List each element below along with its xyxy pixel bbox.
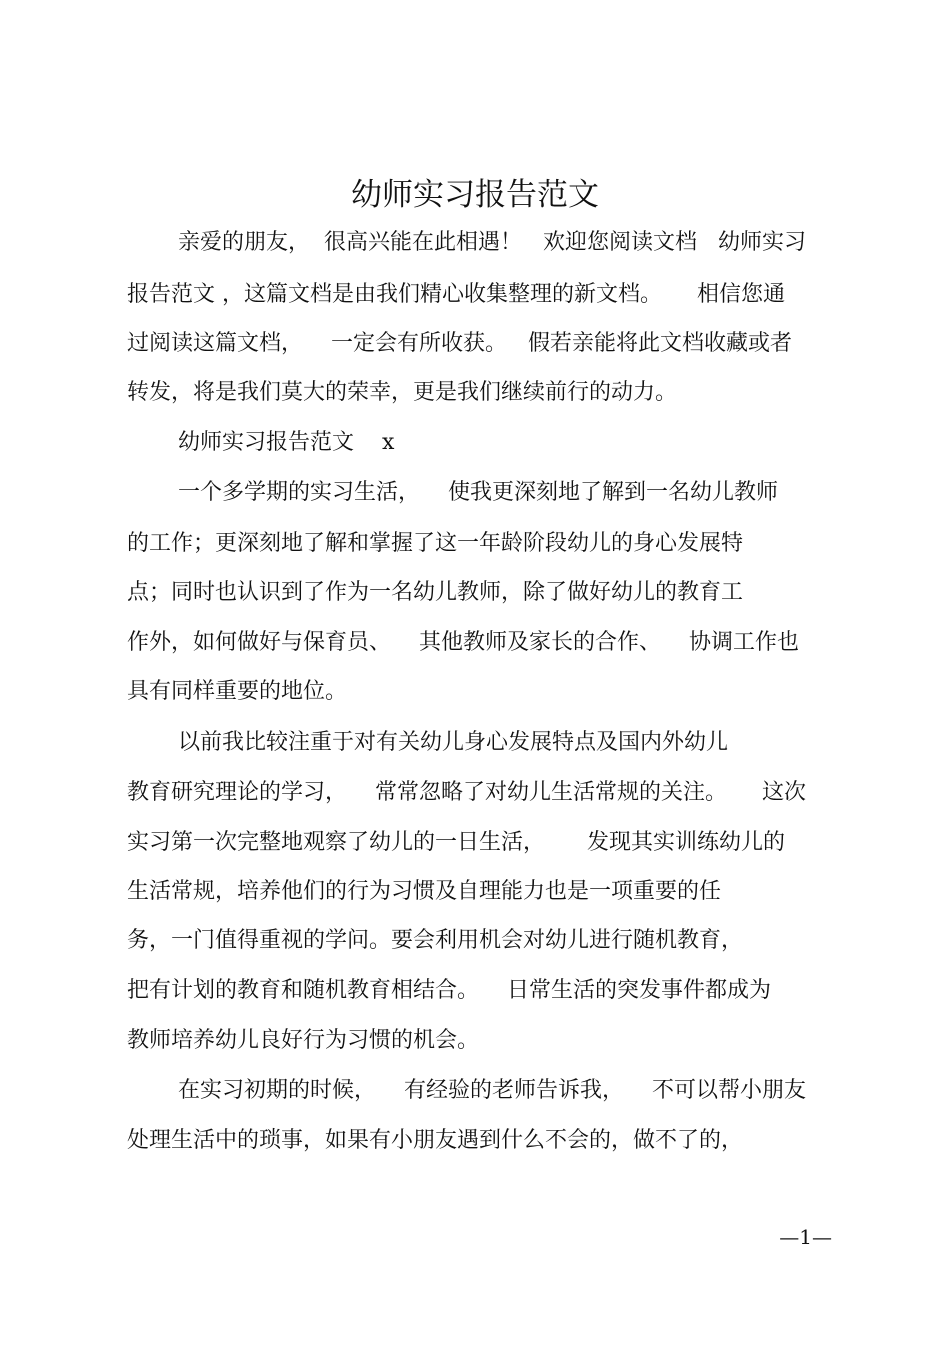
body-line-12: 教育研究理论的学习， 常常忽略了对幼儿生活常规的关注。 这次: [127, 780, 806, 805]
page-number: —1—: [779, 1225, 832, 1249]
section-heading: 幼师实习报告范文 x: [178, 430, 395, 455]
body-line-11: 以前我比较注重于对有关幼儿身心发展特点及国内外幼儿: [178, 730, 729, 755]
body-line-7: 的工作；更深刻地了解和掌握了这一年龄阶段幼儿的身心发展特: [127, 531, 744, 556]
body-line-9: 作外，如何做好与保育员、 其他教师及家长的合作、 协调工作也: [127, 630, 799, 655]
body-line-18: 在实习初期的时候， 有经验的老师告诉我， 不可以帮小朋友: [178, 1078, 806, 1103]
body-line-8: 点；同时也认识到了作为一名幼儿教师，除了做好幼儿的教育工: [127, 580, 744, 605]
body-line-4: 转发，将是我们莫大的荣幸，更是我们继续前行的动力。: [127, 380, 678, 405]
body-line-13: 实习第一次完整地观察了幼儿的一日生活， 发现其实训练幼儿的: [127, 830, 785, 855]
body-line-3: 过阅读这篇文档， 一定会有所收获。 假若亲能将此文档收藏或者: [127, 331, 792, 356]
body-line-10: 具有同样重要的地位。: [127, 679, 348, 704]
body-line-2: 报告范文 ，这篇文档是由我们精心收集整理的新文档。 相信您通: [127, 282, 785, 307]
body-line-6: 一个多学期的实习生活， 使我更深刻地了解到一名幼儿教师: [178, 480, 778, 505]
body-line-15: 务，一门值得重视的学问。要会利用机会对幼儿进行随机教育，: [127, 928, 744, 953]
body-line-19: 处理生活中的琐事，如果有小朋友遇到什么不会的，做不了的，: [127, 1128, 744, 1153]
body-line-17: 教师培养幼儿良好行为习惯的机会。: [127, 1028, 480, 1053]
body-line-14: 生活常规，培养他们的行为习惯及自理能力也是一项重要的任: [127, 879, 722, 904]
body-line-1: 亲爱的朋友， 很高兴能在此相遇！ 欢迎您阅读文档 幼师实习: [178, 230, 806, 255]
body-line-16: 把有计划的教育和随机教育相结合。 日常生活的突发事件都成为: [127, 978, 771, 1003]
document-title: 幼师实习报告范文: [351, 177, 599, 213]
